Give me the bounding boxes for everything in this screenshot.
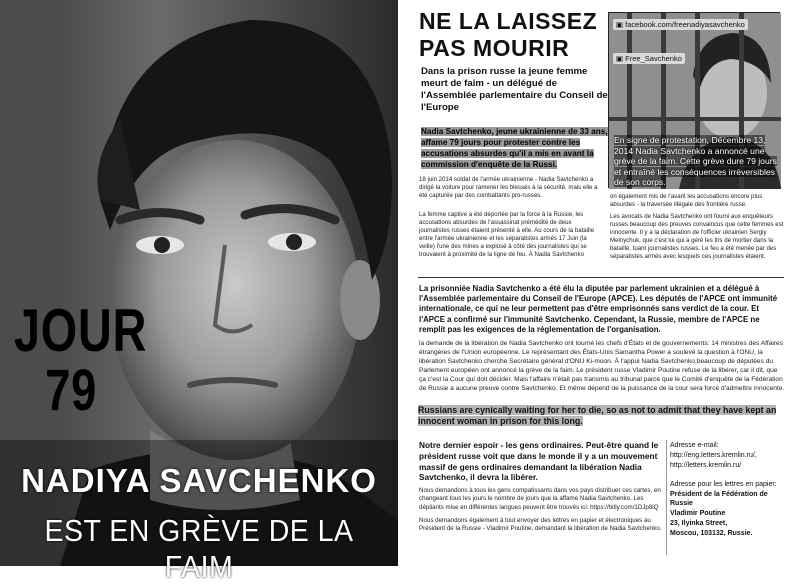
day-number: 79 — [45, 358, 98, 423]
headline-line-2: PAS MOURIR — [419, 35, 570, 61]
twitter-icon: ▣ — [616, 54, 626, 63]
leaflet-panel — [398, 0, 792, 566]
facebook-link[interactable] — [613, 19, 748, 30]
demand-paragraph: la demande de la libération de Nadia Savtchenko ont tourné les chefs d'États et de gouvernements: 14 ministres des Affaires étrangères de l'Union européenne. Le représentant des États-Unis Samantha Power a soulevé la question à l'ONU, la libération Savtchenko cherche Secrétaire général d'ONU Ki-moon. À l'appui Nadia Savtchenko,beaucoup de députées du Parlement européen ont annoncé la grève de la faim. Le président russe Vladimir Poutine refuse de la libérer, car il dit, que ça c'est la Cour qui doit décider. Mais l'affaire n'était pas transmis au tribunal parce que le Comité d'enquête de la Fédération de Russie a aucune preuve contre Savtchenko. Et même dépend de la puissance de la cour sera forcé d'admettre innocente. — [419, 340, 785, 392]
facebook-icon: ▣ — [616, 20, 626, 29]
caption-text: En signe de protestation, Décembre 13, 2014 Nadia Savtchenko a annoncé une grève de la faim. Cette grève dure 79 jours et entraîné les conséquences irréversibles de son corps. — [614, 135, 777, 187]
headline-line-1: NE LA LAISSEZ — [419, 8, 598, 34]
address-line-2: Vladimir Poutine — [670, 510, 726, 517]
day-counter — [14, 297, 148, 423]
english-statement — [418, 405, 786, 427]
address-line-3: 23, Ilyinka Street, — [670, 520, 728, 527]
col2-paragraph-2: Les avocats de Nadia Savtchenko ont fourni aux enquêteurs russes beaucoup des preuves convaincus que cette femmes est innocente. Il y a la déclaration de l'officier ukrainien Sergiy Melnychuk, que c'est lui qui a géré les tirs de mortier dans la bataille, tuant journalistes russes. Le feu a été menée par des séparatistes armés avec lesquels ces journalistes étaient. — [610, 213, 784, 261]
col2-paragraph-1: on également mis de l'avant les accusations encore plus absurdes - la traversée illégale des frontière russe. — [610, 193, 763, 209]
prison-photo — [608, 12, 780, 188]
col1-paragraph-1: 18 juin 2014 soldat de l'armée ukrainienne - Nadia Savtchenko a dirigé la voiture pour ramener les blessés à la sécurité, mais elle a été capturée par des combattants pro-russes. — [419, 176, 598, 200]
jour-label: JOUR — [14, 297, 148, 364]
lead-text — [421, 126, 613, 170]
photo-caption — [614, 135, 779, 188]
immunity-paragraph: La prisonniée Nadia Savtchenko a été élu la diputée par parlement ukrainien et a délégué à l'Assemblée parlementaire du Conseil de l'Europe (APCE). Les députés de l'APCE ont immunité internationale, ce qui ne leur permettent pas d'être emprisonnés sans verdict de la cour. Et l'APCE a confirmé sur l'immunité Savtchenko. Cependant, la Russie, membre de l'APCE ne remplit pas les exigences de la réglementation de l'organisation. — [419, 284, 778, 334]
col1-paragraph-2: La femme captive a été déportée par la force à la Russie, les accusations absurdes de l'assassinat prémédité de deux journalistes russes étaient présenté à elle. Au cours de la bataille entre l'armée ukrainienne et les séparatistes armés 17 Juin (la veille) l'une des mines a explosé à côté des journalistes qui se trouvaient à proximité de la ligne de feu. À Nadia Savtchenko — [419, 211, 595, 259]
hope-paragraph-2: Nous demandons également à tout envoyer des lettres en papier et électroniques au Président de la Russie - Vladimir Poutine, demandant la libération de Nadia Savtchenko. — [419, 517, 662, 533]
address-line-1: Président de la Fédération de Russie — [670, 491, 768, 508]
paper-label: Adresse pour les lettres en papier: — [670, 481, 777, 488]
address-divider — [666, 440, 667, 555]
prisoner-name: NADIYA SAVCHENKO — [21, 462, 377, 499]
hope-paragraph-1: Nous demandons à tous les gens compatissants dans vos pays distribuer ces cartes, en changeant tous les jours le nombre de jours que la affame Nadia Savtchenko. Les dépliants mise en différentes langues peuvent être trouvés ici: https://bitly.com/1DJp8iQ — [419, 487, 661, 511]
hunger-strike-text: EST EN GRÈVE DE LA FAIM — [44, 513, 354, 584]
subheading: Dans la prison russe la jeune femme meurt de faim - un délégué de l'Assemblée parlementaire du Conseil de l'Europe — [421, 66, 608, 113]
english-text: Russians are cynically waiting for her to die, so as not to admit that they have kept an innocent woman in prison for this long. — [418, 405, 777, 426]
facebook-text: facebook.com/freenadiyasavchenko — [625, 20, 745, 29]
lead-highlight: Nadia Savtchenko, jeune ukrainienne de 33 ans, affame 79 jours pour protester contre les accusations absurdes qu'il a mis en avant la commission d'enquête de la Russi. — [421, 127, 608, 169]
twitter-link[interactable] — [613, 53, 685, 64]
email-link-1[interactable]: http://eng.letters.kremlin.ru/, — [670, 452, 757, 459]
divider — [418, 277, 784, 278]
hope-heading: Notre dernier espoir - les gens ordinaires. Peut-être quand le président russe voit que dans le monde il y a un mouvement massif de gens ordinaires demandant la libération Nadia Savtchenko, il devra la libérer. — [419, 440, 659, 483]
headline — [419, 8, 619, 62]
email-label: Adresse e-mail: — [670, 442, 719, 449]
email-link-2[interactable]: http://letters.kremlin.ru/ — [670, 462, 742, 469]
twitter-text: Free_Savchenko — [625, 54, 682, 63]
address-line-4: Moscou, 103132, Russie. — [670, 530, 753, 537]
